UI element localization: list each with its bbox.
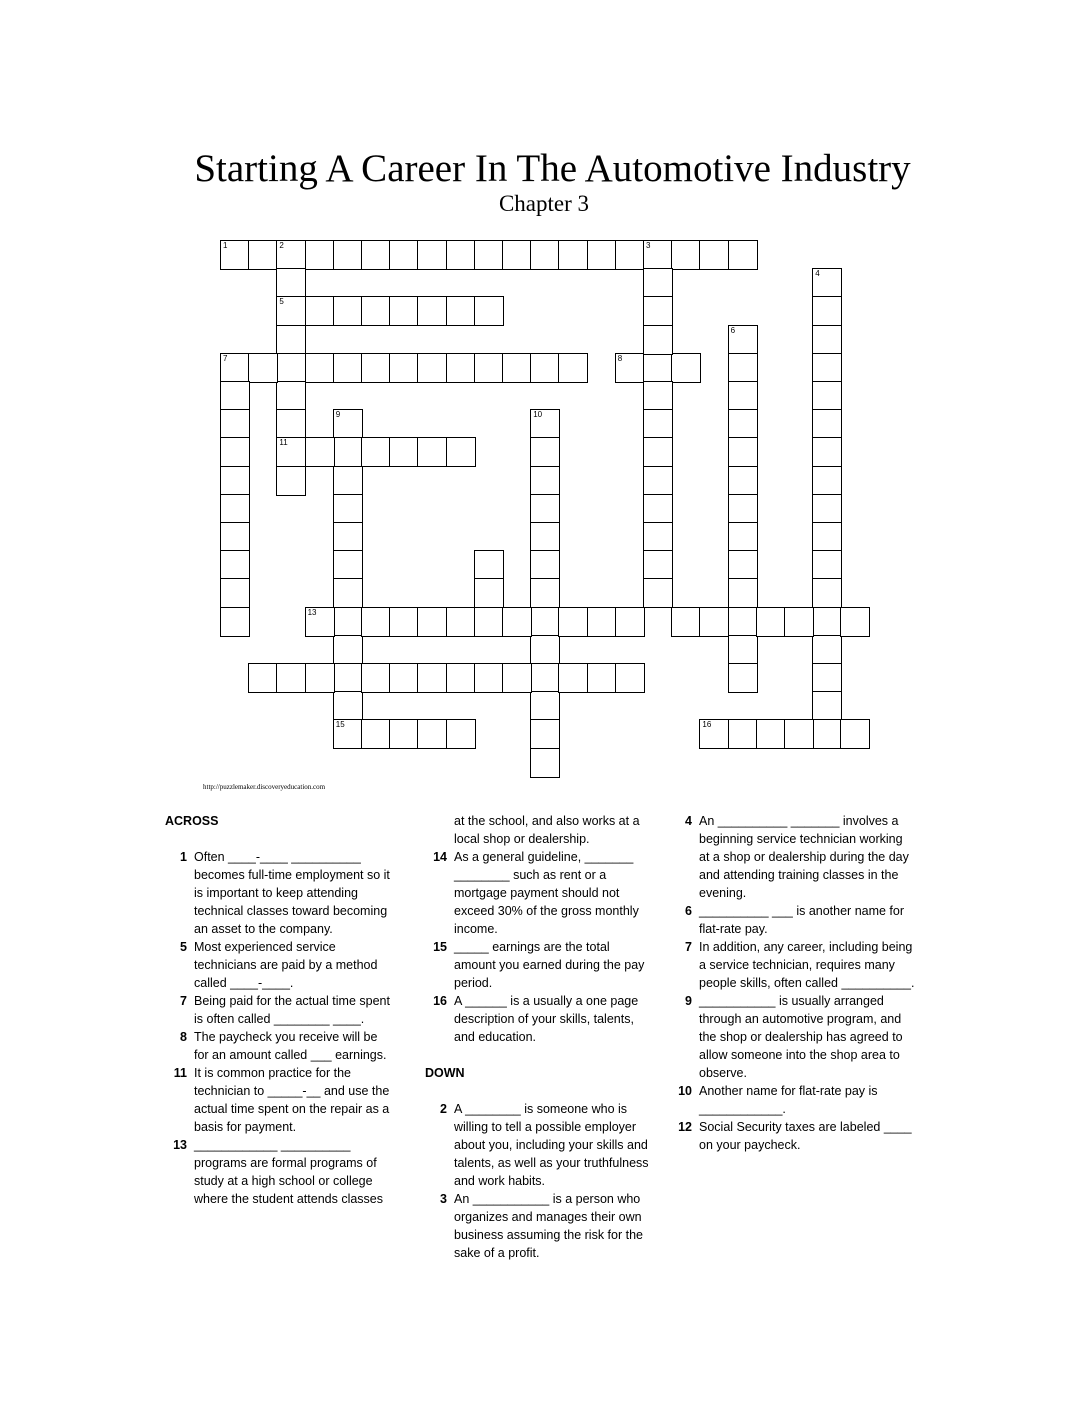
clue-text: A ______ is a usually a one page description of your skills, talents, and education. <box>454 994 639 1044</box>
clue-number: 10 <box>678 1084 692 1098</box>
clue-text: An __________ _______ involves a beginning service technician working at a shop or dealership during the day and attending training classes in the evening. <box>699 814 909 900</box>
grid-cell[interactable] <box>305 437 335 467</box>
grid-cell[interactable] <box>812 719 842 749</box>
grid-cell[interactable] <box>502 240 532 270</box>
grid-cell[interactable] <box>728 466 758 496</box>
clue-text: Most experienced service technicians are paid by a method called ____-____. <box>194 940 378 990</box>
grid-cell[interactable] <box>671 353 701 383</box>
grid-cell[interactable] <box>784 719 814 749</box>
grid-cell[interactable] <box>728 437 758 467</box>
grid-cell[interactable] <box>587 607 617 637</box>
down-clue <box>670 902 915 938</box>
clue-number: 7 <box>180 994 187 1008</box>
across-clue-continued <box>425 812 650 848</box>
down-clue <box>670 1082 915 1118</box>
clue-number: 9 <box>685 994 692 1008</box>
grid-cell[interactable] <box>530 550 560 580</box>
grid-cell[interactable] <box>276 353 306 383</box>
grid-cell[interactable] <box>220 437 250 467</box>
clue-number: 2 <box>279 241 284 250</box>
clue-number: 7 <box>223 353 228 363</box>
grid-cell[interactable] <box>474 240 504 270</box>
across-clue <box>165 992 390 1028</box>
grid-cell[interactable] <box>530 240 560 270</box>
clue-number: 5 <box>279 297 284 307</box>
grid-cell[interactable] <box>333 550 363 580</box>
clue-number: 8 <box>180 1030 187 1044</box>
grid-cell[interactable] <box>812 437 842 467</box>
grid-cell[interactable] <box>784 607 814 637</box>
grid-cell[interactable] <box>530 607 560 637</box>
grid-cell[interactable] <box>417 719 447 749</box>
grid-cell[interactable] <box>728 381 758 411</box>
grid-cell[interactable] <box>389 240 419 270</box>
clue-number: 1 <box>180 850 187 864</box>
clue-text: In addition, any career, including being a service technician, requires many people skills, often called __________. <box>699 940 915 990</box>
clues-column-1 <box>165 812 390 1208</box>
grid-cell[interactable] <box>812 268 842 298</box>
grid-cell[interactable] <box>643 353 673 383</box>
grid-cell[interactable] <box>812 550 842 580</box>
grid-cell[interactable] <box>248 240 278 270</box>
down-clue <box>425 1100 650 1190</box>
grid-cell[interactable] <box>220 409 250 439</box>
grid-cell[interactable] <box>446 296 476 326</box>
grid-cell[interactable] <box>756 607 786 637</box>
grid-cell[interactable] <box>276 466 306 496</box>
clue-text: Often ____-____ __________ becomes full-time employment so it is important to keep attending technical classes toward becoming an asset to the company. <box>194 850 390 936</box>
puzzle-title: Starting A Career In The Automotive Industry <box>194 147 911 190</box>
clue-text: at the school, and also works at a local shop or dealership. <box>454 814 640 846</box>
grid-cell[interactable] <box>812 663 842 693</box>
grid-cell[interactable] <box>474 578 504 608</box>
clue-section-heading: ACROSS <box>165 814 219 828</box>
grid-cell[interactable] <box>530 437 560 467</box>
grid-cell[interactable] <box>389 607 419 637</box>
grid-cell[interactable] <box>220 494 250 524</box>
grid-cell[interactable] <box>361 663 391 693</box>
puzzle-subtitle: Chapter 3 <box>498 191 590 216</box>
grid-cell[interactable] <box>530 635 560 665</box>
grid-cell[interactable] <box>333 691 363 721</box>
grid-cell[interactable] <box>333 240 363 270</box>
grid-cell[interactable] <box>474 550 504 580</box>
grid-cell[interactable] <box>276 240 306 270</box>
clue-number: 3 <box>440 1192 447 1206</box>
grid-cell[interactable] <box>756 719 786 749</box>
source-url: http://puzzlemaker.discoveryeducation.com <box>203 783 326 791</box>
grid-cell[interactable] <box>389 296 419 326</box>
grid-cell[interactable] <box>276 325 306 355</box>
grid-cell[interactable] <box>812 325 842 355</box>
grid-cell[interactable] <box>474 663 504 693</box>
grid-cell[interactable] <box>812 691 842 721</box>
grid-cell[interactable] <box>502 663 532 693</box>
grid-cell[interactable] <box>643 325 673 355</box>
grid-cell[interactable] <box>615 353 645 383</box>
clue-number: 15 <box>433 940 447 954</box>
grid-cell[interactable] <box>220 550 250 580</box>
grid-cell[interactable] <box>333 437 363 467</box>
across-clue <box>165 1064 390 1136</box>
grid-cell[interactable] <box>558 353 588 383</box>
grid-cell[interactable] <box>446 437 476 467</box>
across-clue <box>165 938 390 992</box>
grid-cell[interactable] <box>530 663 560 693</box>
grid-cell[interactable] <box>446 240 476 270</box>
grid-cell[interactable] <box>643 409 673 439</box>
across-clue <box>165 1028 390 1064</box>
grid-cell[interactable] <box>530 719 560 749</box>
clue-number: 2 <box>440 1102 447 1116</box>
down-clue <box>670 992 915 1082</box>
grid-cell[interactable] <box>305 607 335 637</box>
clue-number: 7 <box>685 940 692 954</box>
grid-cell[interactable] <box>417 240 447 270</box>
grid-cell[interactable] <box>671 240 701 270</box>
grid-cell[interactable] <box>728 409 758 439</box>
grid-cell[interactable] <box>333 409 363 439</box>
clue-text: _____ earnings are the total amount you earned during the pay period. <box>454 940 645 990</box>
grid-cell[interactable] <box>305 240 335 270</box>
grid-cell[interactable] <box>474 607 504 637</box>
grid-cell[interactable] <box>305 663 335 693</box>
grid-cell[interactable] <box>220 466 250 496</box>
grid-cell[interactable] <box>643 268 673 298</box>
grid-cell[interactable] <box>643 578 673 608</box>
grid-cell[interactable] <box>417 296 447 326</box>
grid-cell[interactable] <box>333 522 363 552</box>
grid-cell[interactable] <box>389 437 419 467</box>
across-clue <box>425 848 650 938</box>
grid-cell[interactable] <box>446 663 476 693</box>
grid-cell[interactable] <box>417 663 447 693</box>
grid-cell[interactable] <box>812 578 842 608</box>
grid-cell[interactable] <box>558 240 588 270</box>
clue-number: 4 <box>815 269 820 279</box>
grid-cell[interactable] <box>333 663 363 693</box>
grid-cell[interactable] <box>530 353 560 383</box>
grid-cell[interactable] <box>840 607 870 637</box>
clue-number: 15 <box>335 720 345 730</box>
grid-cell[interactable] <box>728 550 758 580</box>
grid-cell[interactable] <box>728 522 758 552</box>
grid-cell[interactable] <box>812 522 842 552</box>
grid-cell[interactable] <box>502 607 532 637</box>
clue-number: 6 <box>730 325 736 335</box>
grid-cell[interactable] <box>220 381 250 411</box>
clue-number: 9 <box>335 410 341 420</box>
grid-cell[interactable] <box>558 663 588 693</box>
clue-text: The paycheck you receive will be for an amount called ___ earnings. <box>194 1030 387 1062</box>
clue-number: 8 <box>617 353 623 363</box>
grid-cell[interactable] <box>276 409 306 439</box>
grid-cell[interactable] <box>728 719 758 749</box>
grid-cell[interactable] <box>643 550 673 580</box>
grid-cell[interactable] <box>643 494 673 524</box>
across-clue <box>165 848 390 938</box>
clues-column-3 <box>670 812 915 1154</box>
clue-number: 12 <box>678 1120 692 1134</box>
grid-cell[interactable] <box>643 437 673 467</box>
grid-cell[interactable] <box>333 578 363 608</box>
grid-cell[interactable] <box>333 607 363 637</box>
grid-cell[interactable] <box>446 607 476 637</box>
grid-cell[interactable] <box>333 296 363 326</box>
grid-cell[interactable] <box>728 635 758 665</box>
grid-cell[interactable] <box>840 719 870 749</box>
clue-number: 5 <box>180 940 187 954</box>
grid-cell[interactable] <box>361 719 391 749</box>
grid-cell[interactable] <box>728 240 758 270</box>
grid-cell[interactable] <box>333 353 363 383</box>
grid-cell[interactable] <box>699 240 729 270</box>
clue-text: ____________ __________ programs are formal programs of study at a high school or college where the student attends classes <box>194 1138 384 1206</box>
grid-cell[interactable] <box>812 607 842 637</box>
grid-cell[interactable] <box>587 663 617 693</box>
grid-cell[interactable] <box>643 522 673 552</box>
grid-cell[interactable] <box>333 635 363 665</box>
clue-number: 1 <box>223 241 228 250</box>
grid-cell[interactable] <box>333 466 363 496</box>
grid-cell[interactable] <box>220 353 250 383</box>
grid-cell[interactable] <box>305 296 335 326</box>
clue-number: 11 <box>173 1066 187 1080</box>
clue-number: 10 <box>533 410 543 420</box>
clue-text: Being paid for the actual time spent is often called ________ ____. <box>194 994 390 1026</box>
clue-number: 6 <box>685 904 692 918</box>
grid-cell[interactable] <box>446 719 476 749</box>
grid-cell[interactable] <box>276 437 306 467</box>
grid-cell[interactable] <box>530 466 560 496</box>
grid-cell[interactable] <box>812 409 842 439</box>
grid-cell[interactable] <box>389 353 419 383</box>
grid-cell[interactable] <box>276 663 306 693</box>
clue-number: 4 <box>685 814 692 828</box>
grid-cell[interactable] <box>276 268 306 298</box>
grid-cell[interactable] <box>615 240 645 270</box>
grid-cell[interactable] <box>728 578 758 608</box>
grid-cell[interactable] <box>446 353 476 383</box>
grid-cell[interactable] <box>417 607 447 637</box>
grid-cell[interactable] <box>474 353 504 383</box>
grid-cell[interactable] <box>361 240 391 270</box>
grid-cell[interactable] <box>220 522 250 552</box>
grid-cell[interactable] <box>812 353 842 383</box>
grid-cell[interactable] <box>417 353 447 383</box>
grid-cell[interactable] <box>699 719 729 749</box>
grid-cell[interactable] <box>530 748 560 778</box>
clue-text: __________ ___ is another name for flat-rate pay. <box>699 904 905 936</box>
grid-cell[interactable] <box>361 607 391 637</box>
grid-cell[interactable] <box>276 381 306 411</box>
grid-cell[interactable] <box>728 353 758 383</box>
grid-cell[interactable] <box>587 240 617 270</box>
clues-column-2 <box>425 812 650 1262</box>
grid-cell[interactable] <box>502 353 532 383</box>
down-clue <box>670 1118 915 1154</box>
grid-cell[interactable] <box>728 607 758 637</box>
grid-cell[interactable] <box>812 466 842 496</box>
grid-cell[interactable] <box>643 296 673 326</box>
grid-cell[interactable] <box>220 240 250 270</box>
clue-text: Social Security taxes are labeled ____ on your paycheck. <box>699 1120 912 1152</box>
grid-cell[interactable] <box>643 381 673 411</box>
grid-cell[interactable] <box>248 353 278 383</box>
clue-number: 3 <box>646 241 651 250</box>
grid-cell[interactable] <box>361 296 391 326</box>
clue-number: 14 <box>433 850 447 864</box>
grid-cell[interactable] <box>474 296 504 326</box>
down-clue <box>425 1190 650 1262</box>
grid-cell[interactable] <box>361 353 391 383</box>
clue-text: As a general guideline, _______ ________ such as rent or a mortgage payment should not exceed 30% of the gross monthly income. <box>454 850 639 936</box>
grid-cell[interactable] <box>615 607 645 637</box>
grid-cell[interactable] <box>812 494 842 524</box>
grid-cell[interactable] <box>530 409 560 439</box>
clue-number: 16 <box>702 720 712 730</box>
grid-cell[interactable] <box>530 494 560 524</box>
grid-cell[interactable] <box>530 578 560 608</box>
grid-cell[interactable] <box>615 663 645 693</box>
grid-cell[interactable] <box>812 296 842 326</box>
grid-cell[interactable] <box>643 466 673 496</box>
grid-cell[interactable] <box>333 719 363 749</box>
grid-cell[interactable] <box>220 578 250 608</box>
grid-cell[interactable] <box>812 381 842 411</box>
clue-text: ___________ is usually arranged through an automotive program, and the shop or dealership has agreed to allow someone into the shop area to observe. <box>699 994 903 1080</box>
grid-cell[interactable] <box>728 325 758 355</box>
grid-cell[interactable] <box>728 494 758 524</box>
clue-text: Another name for flat-rate pay is ____________. <box>699 1084 878 1116</box>
grid-cell[interactable] <box>305 353 335 383</box>
grid-cell[interactable] <box>530 691 560 721</box>
grid-cell[interactable] <box>812 635 842 665</box>
across-clue <box>165 1136 390 1208</box>
across-clue <box>425 992 650 1046</box>
clue-number: 11 <box>279 438 288 448</box>
clue-text: An ___________ is a person who organizes and manages their own business assuming the risk for the sake of a profit. <box>454 1192 643 1260</box>
grid-cell[interactable] <box>699 607 729 637</box>
grid-cell[interactable] <box>361 437 391 467</box>
grid-cell[interactable] <box>389 663 419 693</box>
grid-cell[interactable] <box>389 719 419 749</box>
grid-cell[interactable] <box>530 522 560 552</box>
across-clue <box>425 938 650 992</box>
clue-number: 13 <box>173 1138 187 1152</box>
grid-cell[interactable] <box>417 437 447 467</box>
grid-cell[interactable] <box>333 494 363 524</box>
grid-cell[interactable] <box>643 240 673 270</box>
grid-cell[interactable] <box>248 663 278 693</box>
grid-cell[interactable] <box>558 607 588 637</box>
down-clue <box>670 938 915 992</box>
down-clue <box>670 812 915 902</box>
clue-number: 13 <box>307 607 317 617</box>
grid-cell[interactable] <box>276 296 306 326</box>
clue-section-heading: DOWN <box>425 1066 465 1080</box>
clue-text: It is common practice for the technician to _____-__ and use the actual time spent on the repair as a basis for payment. <box>194 1066 390 1134</box>
clue-number: 16 <box>433 994 447 1008</box>
grid-cell[interactable] <box>671 607 701 637</box>
clue-text: A ________ is someone who is willing to tell a possible employer about you, including your skills and talents, as well as your truthfulness and work habits. <box>454 1102 649 1188</box>
grid-cell[interactable] <box>728 663 758 693</box>
grid-cell[interactable] <box>220 607 250 637</box>
